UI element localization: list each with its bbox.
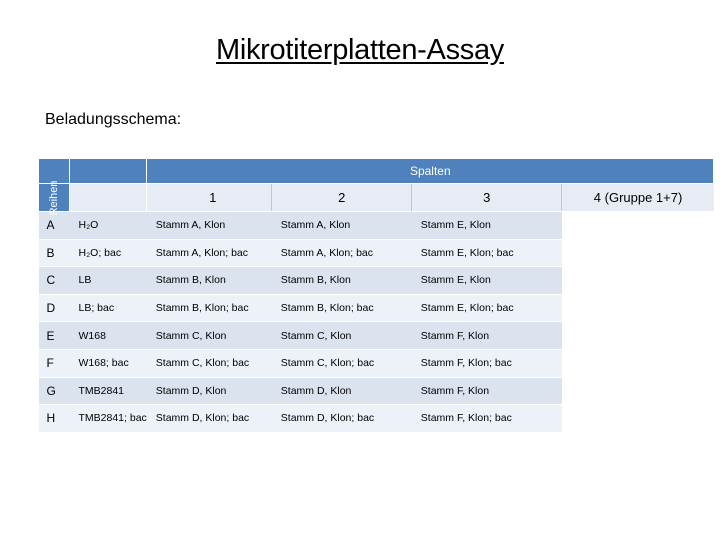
section-subtitle: Beladungsschema: — [45, 111, 182, 128]
table-cell: Stamm D, Klon — [147, 377, 272, 405]
table-cell: Stamm E, Klon — [412, 212, 562, 240]
table-corner — [70, 159, 147, 184]
row-label: D — [39, 294, 70, 322]
table-cell: Stamm B, Klon; bac — [147, 294, 272, 322]
table-cell: Stamm C, Klon; bac — [147, 349, 272, 377]
table-row — [39, 322, 714, 350]
row-label: F — [39, 349, 70, 377]
table-cell: H₂O; bac — [70, 239, 147, 267]
columns-group-header: Spalten — [147, 159, 714, 184]
table-cell: Stamm A, Klon; bac — [147, 239, 272, 267]
table-cell: Stamm F, Klon; bac — [412, 405, 562, 433]
table-cell: Stamm C, Klon — [272, 322, 412, 350]
table-cell: Stamm E, Klon; bac — [412, 239, 562, 267]
rows-group-header — [39, 180, 70, 215]
table-row — [39, 377, 714, 405]
row-label: C — [39, 267, 70, 295]
table-cell: Stamm C, Klon — [147, 322, 272, 350]
row-label: H — [39, 405, 70, 433]
table-cell: Stamm C, Klon; bac — [272, 349, 412, 377]
table-cell: Stamm A, Klon; bac — [272, 239, 412, 267]
table-cell: Stamm A, Klon — [147, 212, 272, 240]
table-cell: W168; bac — [70, 349, 147, 377]
column-header-1: 1 — [147, 184, 272, 212]
table-cell: Stamm D, Klon — [272, 377, 412, 405]
table-cell: W168 — [70, 322, 147, 350]
table-cell: Stamm F, Klon — [412, 322, 562, 350]
column-header-empty — [70, 184, 147, 212]
table-cell: Stamm D, Klon; bac — [272, 405, 412, 433]
table-cell: Stamm B, Klon — [147, 267, 272, 295]
table-cell: Stamm E, Klon; bac — [412, 294, 562, 322]
loading-scheme-table — [38, 158, 714, 433]
table-cell: Stamm F, Klon — [412, 377, 562, 405]
row-label: B — [39, 239, 70, 267]
table-row — [39, 405, 714, 433]
table-cell: TMB2841; bac — [70, 405, 147, 433]
table-cell: Stamm E, Klon — [412, 267, 562, 295]
table-cell: LB — [70, 267, 147, 295]
table-cell: Stamm B, Klon; bac — [272, 294, 412, 322]
table-cell: Stamm A, Klon — [272, 212, 412, 240]
column-header-4: 4 (Gruppe 1+7) — [562, 184, 714, 212]
column-header-3: 3 — [412, 184, 562, 212]
table-cell: LB; bac — [70, 294, 147, 322]
table-cell: H₂O — [70, 212, 147, 240]
row-label: E — [39, 322, 70, 350]
table-row — [39, 294, 714, 322]
page-title: Mikrotiterplatten-Assay — [215, 34, 505, 66]
table-cell: Stamm F, Klon; bac — [412, 349, 562, 377]
table-row — [39, 349, 714, 377]
row-label: A — [39, 212, 70, 240]
table-row — [39, 267, 714, 295]
table-row — [39, 239, 714, 267]
table-cell: TMB2841 — [70, 377, 147, 405]
row-label: G — [39, 377, 70, 405]
rows-group-label: Reihen — [48, 180, 60, 215]
column-header-2: 2 — [272, 184, 412, 212]
table-cell: Stamm B, Klon — [272, 267, 412, 295]
table-cell: Stamm D, Klon; bac — [147, 405, 272, 433]
table-row — [39, 212, 714, 240]
